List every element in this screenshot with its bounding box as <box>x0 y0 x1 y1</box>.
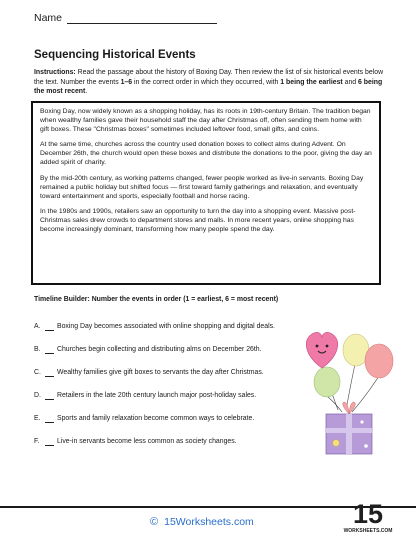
name-line[interactable] <box>67 12 217 24</box>
item-letter: F. <box>34 438 40 445</box>
logo-number: 15 <box>352 499 384 529</box>
timeline-heading: Timeline Builder: Number the events in order (1 = earliest, 6 = most recent) <box>34 296 279 303</box>
passage-box <box>31 101 381 285</box>
item-text: Live-in servants become less common as society changes. <box>57 438 237 445</box>
heart-balloon-icon <box>306 332 337 368</box>
item-text: Wealthy families give gift boxes to servants the day after Christmas. <box>57 369 264 376</box>
item-text: Churches begin collecting and distributing alms on December 26th. <box>57 346 262 353</box>
instructions <box>34 68 384 97</box>
item-letter: C. <box>34 369 41 376</box>
passage-paragraph: By the mid-20th century, as working patterns changed, fewer people worked as live-in servants. Boxing Day remained a public holiday but shifted focus — first toward family gatherings and relaxation, and eventually toward entertainment and sports, especially football and horse racing. <box>40 174 364 200</box>
name-label: Name <box>34 12 63 24</box>
passage-paragraph: At the same time, churches across the country used donation boxes to collect alms during Advent. On December 26th, the church would open these boxes and distribute the donations to the poor, giving the day an added spirit of charity. <box>40 141 372 167</box>
instructions-earliest: 1 being the earliest <box>280 78 343 86</box>
answer-blank[interactable] <box>45 368 54 377</box>
green-balloon-icon <box>314 367 340 397</box>
logo-text: WORKSHEETS.COM <box>343 528 393 534</box>
footer-website-link[interactable] <box>150 516 254 528</box>
name-field[interactable] <box>34 12 217 24</box>
item-letter: A. <box>34 323 41 330</box>
instructions-text-4: . <box>85 88 88 96</box>
copyright-icon: © <box>150 516 159 528</box>
instructions-text-3: and <box>342 78 359 86</box>
answer-blank[interactable] <box>45 414 54 423</box>
instructions-range: 1–6 <box>120 78 133 86</box>
passage-paragraph: In the 1980s and 1990s, retailers saw an opportunity to turn the day into a shopping event. Massive post-Christmas sales drew crowds to department stores and malls. In more recent years, online shopping has become increasingly dominant, transforming how many people spend the day. <box>40 207 356 234</box>
instructions-text-1: Read the passage about the history of Boxing Day. Then review the list of six historical events below the text. Number the events <box>34 69 384 86</box>
footer-link-text: 15Worksheets.com <box>164 516 254 528</box>
gift-box-icon <box>326 402 372 454</box>
balloons-gift-illustration <box>300 328 395 458</box>
page-title: Sequencing Historical Events <box>34 49 196 61</box>
item-text: Retailers in the late 20th century launch major post-holiday sales. <box>57 392 257 399</box>
instructions-label: Instructions: <box>34 69 76 76</box>
answer-blank[interactable] <box>45 391 54 400</box>
15worksheets-logo <box>343 497 393 535</box>
item-letter: B. <box>34 346 41 353</box>
answer-blank[interactable] <box>45 437 54 446</box>
item-text: Boxing Day becomes associated with online shopping and digital deals. <box>57 323 275 330</box>
answer-blank[interactable] <box>45 345 54 354</box>
answer-blank[interactable] <box>45 322 54 331</box>
item-letter: D. <box>34 392 41 399</box>
item-letter: E. <box>34 415 41 422</box>
item-text: Sports and family relaxation become common ways to celebrate. <box>57 415 255 422</box>
instructions-text-2: in the correct order in which they occurred, with <box>132 78 281 86</box>
passage-paragraph: Boxing Day, now widely known as a shopping holiday, has its roots in 19th-century Britain. The tradition began when wealthy families gave their household staff the day after Christmas off, often sending them home with gift boxes. These "Christmas boxes" sometimes included leftover food, small gifts, and coins. <box>40 108 371 134</box>
instructions-recent: 6 being the most recent <box>34 78 383 96</box>
pink-balloon-icon <box>365 344 393 378</box>
